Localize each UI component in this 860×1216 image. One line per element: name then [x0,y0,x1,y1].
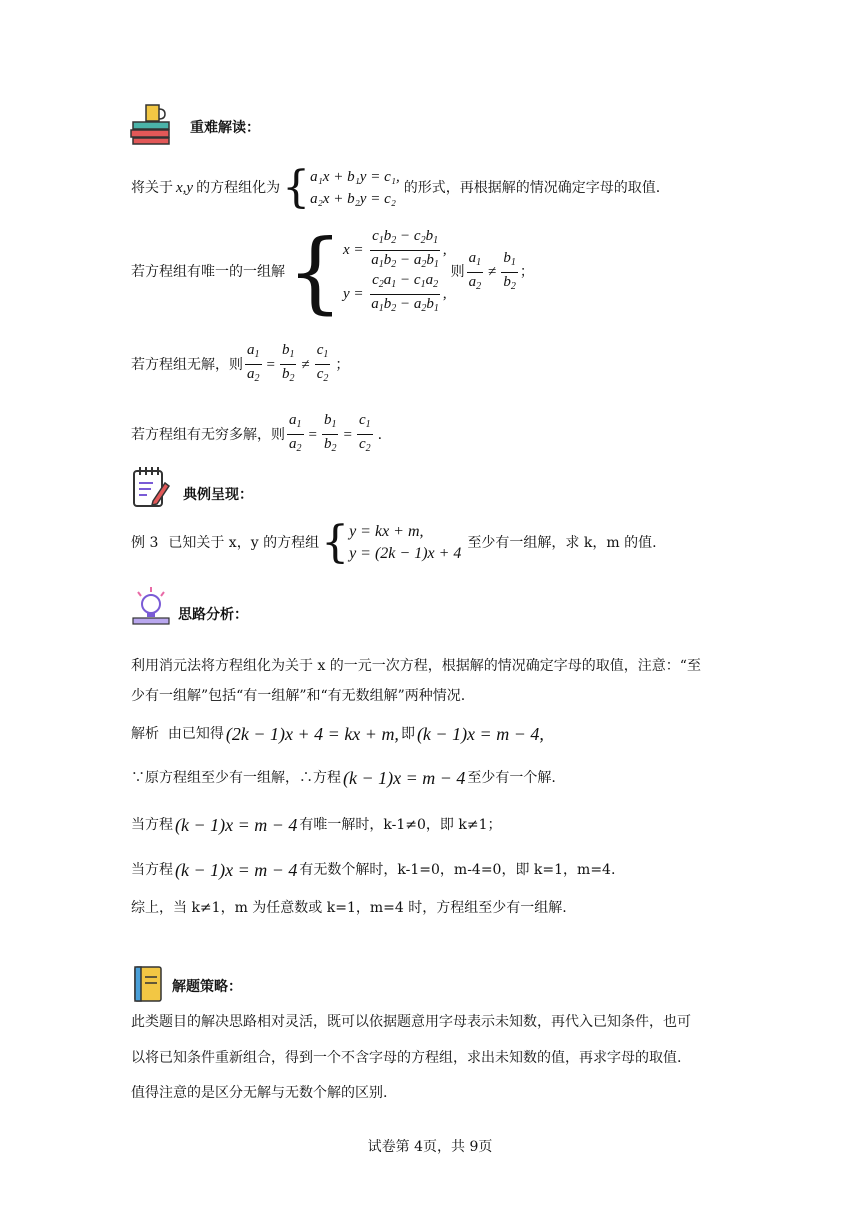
key-none-pre: 若方程组无解，则 [131,356,243,373]
key-line-1-vars: x,y [176,180,194,196]
case-1-pre: 当方程 [131,817,173,833]
example-label: 例 3 [131,535,159,551]
lightbulb-icon [130,586,172,626]
unique-condition: $\frac{a_1}{a_2}$ ≠ $\frac{b_1}{b_2}$ [468,249,516,292]
brace-symbol: { [282,162,311,213]
case-2-eq: (k − 1)x = m − 4 [175,860,298,880]
brace-symbol: { [321,517,350,568]
unique-x-formula: x = $\frac{c_1b_2 - c_2b_1}{a_1b_2 - a_2b_1}$ , [343,227,447,270]
key-unique-end: ； [519,264,534,280]
key-system-eq1: a₁x + b₁y = c₁, [310,169,400,185]
because-pre: ∵原方程组至少有一组解，∴方程 [131,770,341,786]
key-inf-pre: 若方程组有无穷多解，则 [131,426,285,443]
example-text-pre: 已知关于 x，y 的方程组 [168,535,320,551]
because-post: 至少有一个解. [467,770,556,786]
key-unique-then: 则 [450,264,465,280]
key-line-1-mid: 的方程组化为 [196,180,281,196]
notebook-pen-icon [131,465,171,509]
summary-line: 综上，当 k≠1，m 为任意数或 k=1，m=4 时，方程组至少有一组解. [131,900,567,916]
key-no-solution [131,342,349,387]
case-2-post: 有无数个解时，k-1=0，m-4=0，即 k=1，m=4. [299,862,616,878]
key-unique [131,220,534,323]
key-inf-end: . [377,426,383,443]
example-eq2: y = (2k − 1)x + 4 [349,545,462,562]
key-none-end: ； [335,356,350,373]
book-icon [133,965,163,1003]
inf-condition: $\frac{a_1}{a_2}$ = $\frac{b_1}{b_2}$ = $\frac{c_1}{c_2}$ [289,412,371,454]
analysis-para-line-2: 少有一组解”包括“有一组解”和“有无数组解”两种情况. [131,688,466,704]
strategy-line-3: 值得注意的是区分无解与无数个解的区别. [131,1085,388,1101]
none-condition: $\frac{a_1}{a_2}$ = $\frac{b_1}{b_2}$ ≠ $\frac{c_1}{c_2}$ [247,342,329,384]
example-text-post: 至少有一组解，求 k，m 的值. [467,535,657,551]
case-1-line [131,815,502,835]
section-title-strategy: 解题策略： [172,979,242,995]
case-2-line [131,860,615,880]
analysis-para-line-1: 利用消元法将方程组化为关于 x 的一元一次方程，根据解的情况确定字母的取值，注意：“至 [131,658,701,674]
key-line-1-pre: 将关于 [131,180,173,196]
strategy-line-2: 以将已知条件重新组合，得到一个不含字母的方程组，求出未知数的值，再求字母的取值. [131,1050,682,1066]
because-eq: (k − 1)x = m − 4 [343,768,466,788]
section-title-key-points: 重难解读： [190,120,260,136]
solution-mid: 即 [400,726,415,742]
case-2-pre: 当方程 [131,862,173,878]
case-1-post: 有唯一解时，k-1≠0，即 k≠1； [299,817,502,833]
solution-eq2: (k − 1)x = m − 4, [416,724,544,744]
example-question [131,517,657,568]
strategy-line-1: 此类题目的解决思路相对灵活，既可以依据题意用字母表示未知数，再代入已知条件，也可 [131,1014,691,1030]
unique-y-formula: y = $\frac{c_2a_1 - c_1a_2}{a_1b_2 - a_2b_1}$ , [343,271,447,314]
solution-eq1: (2k − 1)x + 4 = kx + m, [225,724,399,744]
key-line-1-post: 的形式，再根据解的情况确定字母的取值. [403,180,661,196]
case-1-eq: (k − 1)x = m − 4 [175,815,298,835]
solution-line [131,724,544,744]
brace-symbol: { [287,220,343,323]
books-icon [130,103,174,145]
solution-pre: 解析 由已知得 [131,726,224,742]
key-unique-pre: 若方程组有唯一的一组解 [131,264,285,280]
section-title-example: 典例呈现： [183,487,253,503]
key-system-eq2: a₂x + b₂y = c₂ [310,191,396,207]
key-infinite [131,412,382,457]
page-footer: 试卷第 4页，共 9页 [367,1139,493,1155]
example-eq1: y = kx + m, [349,523,424,540]
section-title-analysis: 思路分析： [178,607,248,623]
because-line [131,768,556,788]
key-line-1 [131,162,661,213]
